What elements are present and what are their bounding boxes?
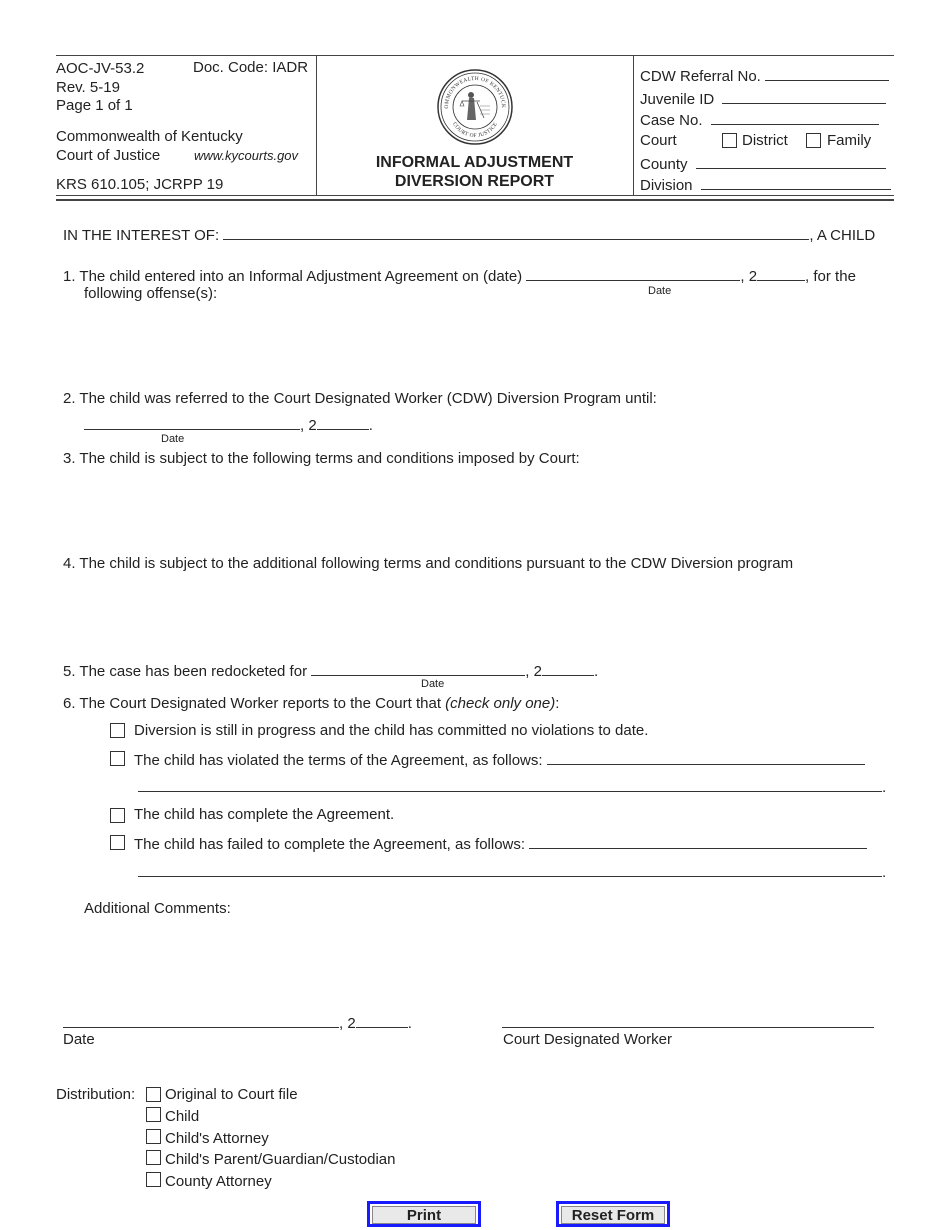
signature-year-field[interactable] bbox=[356, 1013, 408, 1028]
item-6-instruction: (check only one) bbox=[445, 695, 556, 712]
item-6-number: 6. bbox=[63, 695, 76, 712]
violated-period: . bbox=[882, 779, 887, 796]
option-failed-row bbox=[134, 834, 867, 853]
item-5-period: . bbox=[593, 663, 599, 680]
comments-label: Additional Comments: bbox=[84, 900, 231, 917]
statute-ref: KRS 610.105; JCRPP 19 bbox=[56, 176, 224, 193]
item-5-text: The case has been redocketed for bbox=[79, 663, 308, 680]
item-2-text: The child was referred to the Court Designated Worker (CDW) Diversion Program until: bbox=[79, 390, 657, 407]
item-6-text: The Court Designated Worker reports to the Court that bbox=[79, 695, 441, 712]
court-name: Court of Justice bbox=[56, 147, 161, 164]
interest-label: IN THE INTEREST OF: bbox=[63, 227, 220, 244]
item-1-date-field[interactable] bbox=[526, 266, 740, 281]
division-row bbox=[640, 175, 891, 194]
dist-child-label: Child bbox=[165, 1108, 200, 1125]
worker-signature-line[interactable] bbox=[502, 1027, 874, 1028]
dist-county-attorney-label: County Attorney bbox=[165, 1173, 272, 1190]
header-divider-right bbox=[633, 55, 634, 195]
header-bottom-rule-double bbox=[56, 199, 894, 201]
form-title-line2: DIVERSION REPORT bbox=[394, 173, 555, 190]
item-1-tail: , for the bbox=[805, 268, 856, 285]
cdw-referral-label: CDW Referral No. bbox=[640, 68, 761, 85]
svg-text:COURT OF JUSTICE: COURT OF JUSTICE bbox=[451, 121, 499, 140]
division-label: Division bbox=[640, 177, 693, 194]
juvenile-id-row bbox=[640, 89, 886, 108]
dist-parent-label: Child's Parent/Guardian/Custodian bbox=[165, 1151, 396, 1168]
signature-period: . bbox=[407, 1015, 412, 1032]
option-completed-checkbox[interactable] bbox=[110, 808, 125, 823]
dist-court-file-label: Original to Court file bbox=[165, 1086, 298, 1103]
item-4-number: 4. bbox=[63, 555, 76, 572]
county-field[interactable] bbox=[696, 154, 886, 169]
option-in-progress-checkbox[interactable] bbox=[110, 723, 125, 738]
print-button[interactable] bbox=[367, 1201, 481, 1227]
option-violated-label: The child has violated the terms of the Agreement, as follows: bbox=[134, 752, 543, 769]
option-violated-checkbox[interactable] bbox=[110, 751, 125, 766]
svg-text:COMMONWEALTH OF KENTUCKY: OMMONWEALTH OF KENTUCK bbox=[443, 75, 507, 109]
cdw-referral-row bbox=[640, 66, 889, 85]
failed-details-field[interactable] bbox=[529, 834, 867, 849]
page-count: Page 1 of 1 bbox=[56, 97, 133, 114]
failed-details-line2[interactable] bbox=[138, 862, 882, 877]
court-type-row bbox=[640, 132, 677, 149]
worker-signature-label: Court Designated Worker bbox=[503, 1031, 672, 1048]
dist-county-attorney-checkbox[interactable] bbox=[146, 1172, 161, 1187]
district-checkbox[interactable] bbox=[722, 133, 737, 148]
option-failed-checkbox[interactable] bbox=[110, 835, 125, 850]
revision: Rev. 5-19 bbox=[56, 79, 120, 96]
item-1-date-caption: Date bbox=[648, 285, 672, 297]
reset-form-button[interactable] bbox=[556, 1201, 670, 1227]
item-1-line2: following offense(s): bbox=[84, 285, 218, 302]
item-1-row bbox=[63, 266, 856, 285]
option-failed-label: The child has failed to complete the Agreement, as follows: bbox=[134, 836, 526, 853]
signature-year-prefix: , 2 bbox=[339, 1015, 356, 1032]
violated-details-field[interactable] bbox=[547, 750, 865, 765]
dist-parent-checkbox[interactable] bbox=[146, 1150, 161, 1165]
juvenile-id-field[interactable] bbox=[722, 89, 886, 104]
offenses-textarea[interactable] bbox=[84, 305, 884, 380]
family-checkbox[interactable] bbox=[806, 133, 821, 148]
court-seal bbox=[436, 68, 514, 150]
family-label: Family bbox=[827, 132, 872, 149]
doc-code: Doc. Code: IADR bbox=[193, 59, 309, 76]
item-5-date-caption: Date bbox=[421, 678, 445, 690]
dist-child-checkbox[interactable] bbox=[146, 1107, 161, 1122]
cdw-terms-textarea[interactable] bbox=[84, 576, 884, 651]
court-terms-textarea[interactable] bbox=[84, 470, 884, 545]
item-2-date-row bbox=[84, 415, 373, 434]
item-5-year-prefix: , 2 bbox=[525, 663, 542, 680]
item-4-text: The child is subject to the additional following terms and conditions pursuant to the CDW Diversion program bbox=[79, 555, 794, 572]
item-2-date-caption: Date bbox=[161, 433, 185, 445]
dist-attorney-checkbox[interactable] bbox=[146, 1129, 161, 1144]
option-in-progress-label: Diversion is still in progress and the child has committed no violations to date. bbox=[134, 722, 649, 739]
header-top-rule bbox=[56, 55, 894, 56]
signature-date-row bbox=[63, 1013, 412, 1032]
division-field[interactable] bbox=[701, 175, 891, 190]
violated-details-line2[interactable] bbox=[138, 777, 882, 792]
item-2-period: . bbox=[368, 417, 373, 434]
district-label: District bbox=[742, 132, 788, 149]
comments-textarea[interactable] bbox=[84, 920, 884, 1005]
county-row bbox=[640, 154, 886, 173]
form-id: AOC-JV-53.2 bbox=[56, 60, 145, 77]
court-website[interactable]: www.kycourts.gov bbox=[194, 148, 299, 163]
court-type-label: Court bbox=[640, 132, 677, 149]
juvenile-id-label: Juvenile ID bbox=[640, 91, 715, 108]
item-1-year-prefix: , 2 bbox=[740, 268, 758, 285]
reset-form-button-label: Reset Form bbox=[561, 1206, 665, 1224]
distribution-label: Distribution: bbox=[56, 1086, 136, 1103]
child-name-field[interactable] bbox=[223, 225, 809, 240]
option-completed-label: The child has complete the Agreement. bbox=[134, 806, 395, 823]
item-4-row bbox=[63, 555, 793, 572]
failed-details-line2-row bbox=[138, 862, 886, 881]
case-no-label: Case No. bbox=[640, 112, 703, 129]
cdw-referral-field[interactable] bbox=[765, 66, 889, 81]
print-button-label: Print bbox=[372, 1206, 476, 1224]
violated-details-line2-row bbox=[138, 777, 886, 796]
dist-court-file-checkbox[interactable] bbox=[146, 1087, 161, 1102]
item-6-row bbox=[63, 695, 559, 712]
item-5-date-field[interactable] bbox=[311, 661, 525, 676]
signature-date-field[interactable] bbox=[63, 1013, 339, 1028]
item-2-year-prefix: , 2 bbox=[300, 417, 317, 434]
county-label: County bbox=[640, 156, 688, 173]
item-5-row bbox=[63, 661, 598, 680]
case-no-field[interactable] bbox=[711, 110, 879, 125]
item-5-year-field[interactable] bbox=[542, 661, 594, 676]
header-bottom-rule bbox=[56, 195, 894, 196]
item-1-year-field[interactable] bbox=[757, 266, 805, 281]
item-1-number: 1. bbox=[63, 268, 76, 285]
case-no-row bbox=[640, 110, 879, 129]
item-2-year-field[interactable] bbox=[317, 415, 369, 430]
item-1-text: The child entered into an Informal Adjustment Agreement on (date) bbox=[79, 268, 523, 285]
signature-date-label: Date bbox=[63, 1031, 95, 1048]
interest-suffix: , A CHILD bbox=[809, 227, 876, 244]
item-3-text: 3. The child is subject to the following terms and conditions imposed by Court: bbox=[63, 450, 580, 467]
item-2-number: 2. bbox=[63, 390, 76, 407]
state-name: Commonwealth of Kentucky bbox=[56, 128, 243, 145]
dist-attorney-label: Child's Attorney bbox=[165, 1130, 269, 1147]
item-2-row bbox=[63, 390, 657, 407]
option-violated-row bbox=[134, 750, 865, 769]
failed-period: . bbox=[882, 864, 887, 881]
item-5-number: 5. bbox=[63, 663, 76, 680]
interest-row bbox=[63, 225, 875, 244]
item-6-colon: : bbox=[555, 695, 560, 712]
form-title-line1: INFORMAL ADJUSTMENT bbox=[375, 154, 574, 171]
item-2-date-field[interactable] bbox=[84, 415, 300, 430]
